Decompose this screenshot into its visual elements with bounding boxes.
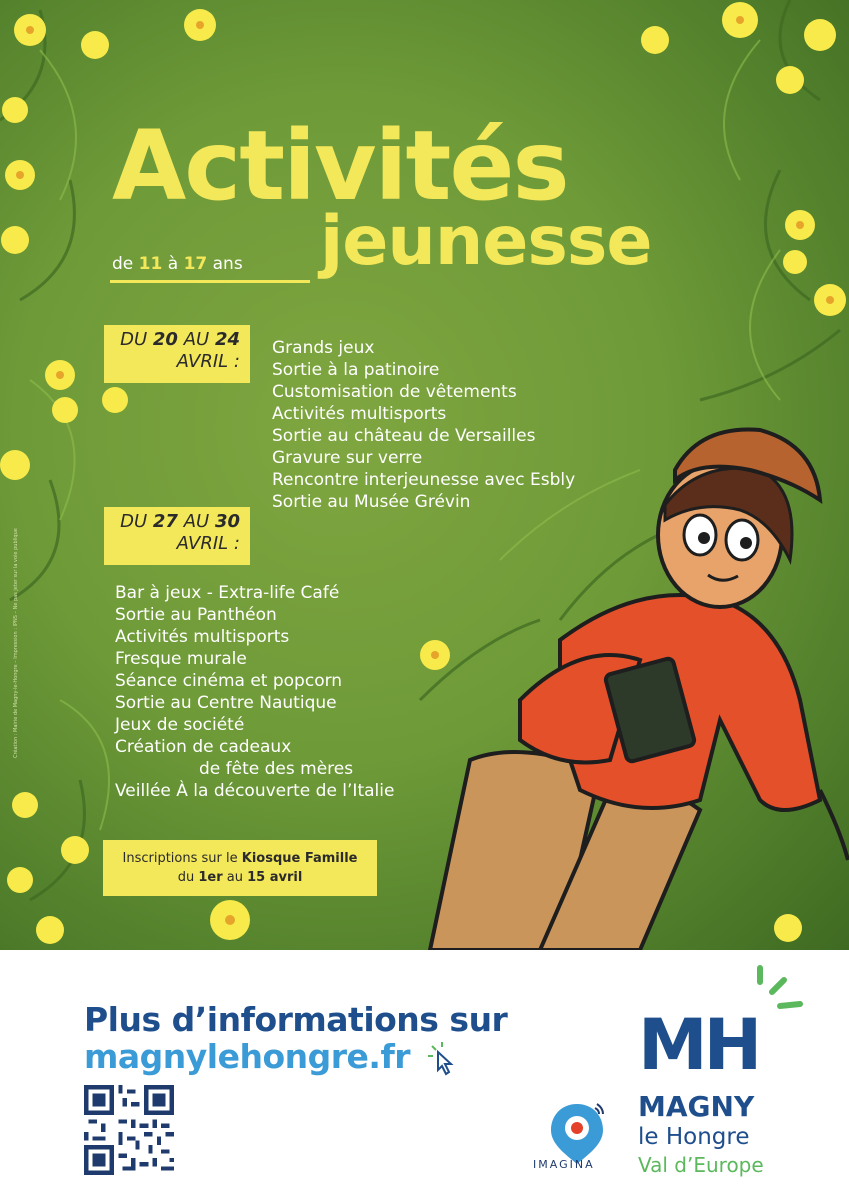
list-item: Activités multisports — [272, 404, 447, 424]
list-item: de fête des mères — [199, 759, 354, 779]
age-range: de 11 à 17 ans — [112, 254, 243, 274]
registration-info-box: Inscriptions sur le Kiosque Famille du 1er au 15 avril — [103, 840, 377, 896]
list-item: Activités multisports — [115, 627, 290, 647]
list-item: Création de cadeaux — [115, 737, 292, 757]
print-credit: Création : Mairie de Magny-le-Hongre – Impression : IPNS – Ne pas jeter sur la voie publique — [13, 528, 19, 758]
week1-activity-list — [272, 337, 575, 513]
list-item: Gravure sur verre — [272, 448, 423, 468]
list-item: Bar à jeux - Extra-life Café — [115, 583, 340, 603]
list-item: Rencontre interjeunesse avec Esbly — [272, 470, 576, 490]
list-item: Veillée À la découverte de l’Italie — [115, 781, 395, 801]
list-item: Sortie au Panthéon — [115, 605, 277, 625]
list-item: Sortie au Musée Grévin — [272, 492, 471, 512]
title-underline — [110, 280, 310, 283]
title-sub: jeunesse — [320, 202, 652, 281]
list-item: Sortie au château de Versailles — [272, 426, 536, 446]
week2-activity-list — [115, 582, 394, 802]
list-item: Séance cinéma et popcorn — [115, 671, 343, 691]
list-item: Jeux de société — [115, 715, 245, 735]
week2-date-badge: DU 27 AU 30 AVRIL : — [104, 507, 250, 565]
list-item: Sortie à la patinoire — [272, 360, 440, 380]
cursor-click-icon — [426, 1040, 458, 1076]
list-item: Fresque murale — [115, 649, 247, 669]
title-main: Activités — [112, 110, 568, 222]
list-item: Customisation de vêtements — [272, 382, 517, 402]
logo-val-europe: Val d’Europe — [638, 1153, 764, 1177]
logo-magny: MAGNY — [638, 1090, 755, 1123]
imagina-label: IMAGINA — [533, 1158, 595, 1171]
week1-date-badge: DU 20 AU 24 AVRIL : — [104, 325, 250, 383]
qr-code[interactable] — [84, 1085, 174, 1175]
list-item: Sortie au Centre Nautique — [115, 693, 337, 713]
more-info-heading: Plus d’informations sur — [84, 1000, 508, 1039]
logo-mh: MH — [638, 1004, 759, 1086]
website-link[interactable]: magnylehongre.fr — [84, 1037, 411, 1076]
logo-le-hongre: le Hongre — [638, 1124, 750, 1150]
list-item: Grands jeux — [272, 338, 375, 358]
